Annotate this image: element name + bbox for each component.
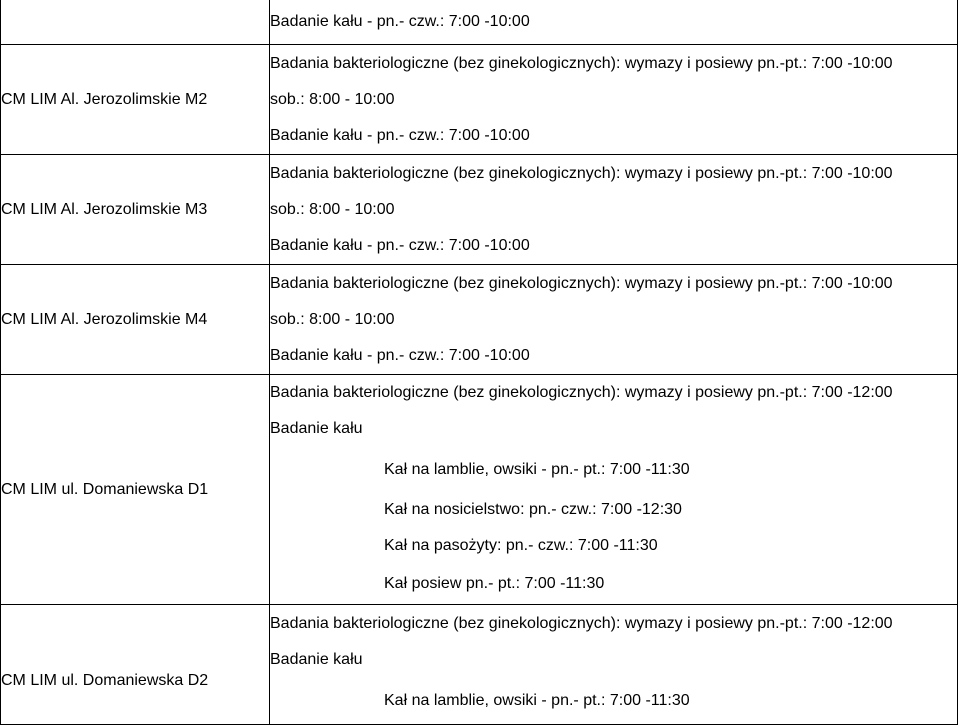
bacteriology-hours: Badania bakteriologiczne (bez ginekologicznych): wymazy i posiewy pn.-pt.: 7:00 -10:00 — [270, 164, 893, 182]
bacteriology-hours: Badania bakteriologiczne (bez ginekologicznych): wymazy i posiewy pn.-pt.: 7:00 -12:00 — [270, 384, 893, 401]
hours-cell — [270, 265, 958, 375]
stool-hours: Badanie kału - pn.- czw.: 7:00 -10:00 — [270, 13, 530, 30]
stool-heading: Badanie kału — [270, 420, 363, 437]
bacteriology-hours: Badania bakteriologiczne (bez ginekologicznych): wymazy i posiewy pn.-pt.: 7:00 -10:00 — [270, 274, 893, 292]
location-name: CM LIM ul. Domaniewska D2 — [1, 671, 209, 689]
stool-lamblia-hours: Kał na lamblie, owsiki - pn.- pt.: 7:00 -11:30 — [384, 692, 690, 709]
hours-cell — [270, 605, 958, 725]
bacteriology-hours: Badania bakteriologiczne (bez ginekologicznych): wymazy i posiewy pn.-pt.: 7:00 -12:00 — [270, 615, 893, 632]
stool-heading: Badanie kału — [270, 651, 363, 668]
location-name: CM LIM Al. Jerozolimskie M4 — [1, 310, 208, 328]
saturday-hours: sob.: 8:00 - 10:00 — [270, 200, 395, 218]
table-row — [1, 45, 958, 155]
bacteriology-hours: Badania bakteriologiczne (bez ginekologicznych): wymazy i posiewy pn.-pt.: 7:00 -10:00 — [270, 54, 893, 72]
location-cell — [1, 265, 270, 375]
location-cell — [1, 375, 270, 605]
stool-hours: Badanie kału - pn.- czw.: 7:00 -10:00 — [270, 236, 530, 254]
location-cell — [1, 155, 270, 265]
saturday-hours: sob.: 8:00 - 10:00 — [270, 90, 395, 108]
stool-carrier-hours: Kał na nosicielstwo: pn.- czw.: 7:00 -12:30 — [384, 501, 682, 518]
hours-cell — [270, 45, 958, 155]
location-name: CM LIM Al. Jerozolimskie M3 — [1, 200, 208, 218]
table-row — [1, 375, 958, 605]
stool-hours: Badanie kału - pn.- czw.: 7:00 -10:00 — [270, 126, 530, 144]
stool-parasites-hours: Kał na pasożyty: pn.- czw.: 7:00 -11:30 — [384, 537, 658, 554]
location-name: CM LIM ul. Domaniewska D1 — [1, 480, 209, 498]
hours-cell — [270, 155, 958, 265]
stool-lamblia-hours: Kał na lamblie, owsiki - pn.- pt.: 7:00 -11:30 — [384, 461, 690, 478]
hours-cell — [270, 375, 958, 605]
table-row — [1, 0, 958, 45]
table-row — [1, 265, 958, 375]
stool-culture-hours: Kał posiew pn.- pt.: 7:00 -11:30 — [384, 575, 605, 592]
location-cell — [1, 45, 270, 155]
location-name: CM LIM Al. Jerozolimskie M2 — [1, 90, 208, 108]
location-cell — [1, 0, 270, 45]
table-row — [1, 155, 958, 265]
location-cell — [1, 605, 270, 725]
saturday-hours: sob.: 8:00 - 10:00 — [270, 310, 395, 328]
hours-cell — [270, 0, 958, 45]
table-row — [1, 605, 958, 725]
stool-hours: Badanie kału - pn.- czw.: 7:00 -10:00 — [270, 346, 530, 364]
